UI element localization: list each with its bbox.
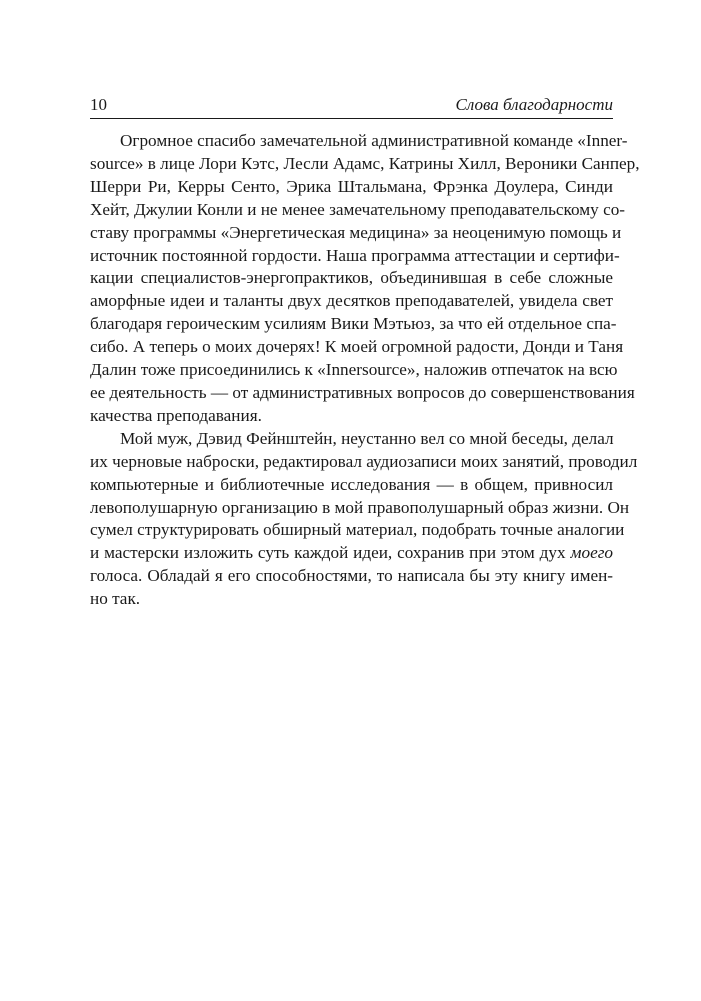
text-line: их черновые наброски, редактировал аудиозаписи моих занятий, проводил <box>90 451 638 471</box>
text-line: ставу программы «Энергетическая медицина» за неоценимую помощь и <box>90 222 622 242</box>
text-line: аморфные идеи и таланты двух десятков преподавателей, увидела свет <box>90 291 613 311</box>
text-line: Огромное спасибо замечательной административной команде «Inner- <box>120 131 628 150</box>
page-number: 10 <box>90 95 107 114</box>
text-line: сибо. А теперь о моих дочерях! К моей огромной радости, Донди и Таня <box>90 337 624 357</box>
text-line: Далин тоже присоединились к «Innersource», наложив отпечаток на всю <box>90 360 618 380</box>
text-line: Шерри Ри, Керры Сенто, Эрика Штальмана, Фрэнка Доулера, Синди <box>90 176 613 196</box>
emphasized-word: моего <box>570 543 614 563</box>
paragraph-acknowledgements-husband <box>90 428 638 611</box>
text-line: Хейт, Джулии Конли и не менее замечательному преподавательскому со- <box>90 199 626 219</box>
paragraph-acknowledgements-team <box>90 130 640 428</box>
text-line: кации специалистов-энергопрактиков, объединившая в себе сложные <box>90 268 613 288</box>
body-text <box>90 130 640 611</box>
text-line: Мой муж, Дэвид Фейнштейн, неустанно вел со мной беседы, делал <box>120 428 614 448</box>
text-line: источник постоянной гордости. Наша программа аттестации и сертифи- <box>90 245 620 265</box>
text-line: компьютерные и библиотечные исследования — в общем, привносил <box>90 474 613 494</box>
text-line: левополушарную организацию в мой правополушарный образ жизни. Он <box>90 497 630 517</box>
text-line: качества преподавания. <box>90 405 262 425</box>
text-line: source» в лице Лори Кэтс, Лесли Адамс, Катрины Хилл, Вероники Санпер, <box>90 153 640 173</box>
text-line: голоса. Обладай я его способностями, то написала бы эту книгу имен- <box>90 566 613 586</box>
text-line: но так. <box>90 589 141 609</box>
text-segment: и мастерски изложить суть каждой идеи, сохранив при этом дух <box>90 543 566 563</box>
text-line: сумел структурировать обширный материал, подобрать точные аналогии <box>90 520 625 540</box>
text-line: ее деятельность — от административных вопросов до совершенствования <box>90 382 635 402</box>
page-header <box>90 92 613 119</box>
text-line: благодаря героическим усилиям Вики Мэтьюз, за что ей отдельное спа- <box>90 314 617 334</box>
running-title: Слова благодарности <box>455 95 613 114</box>
text-line-with-emphasis <box>90 542 613 565</box>
